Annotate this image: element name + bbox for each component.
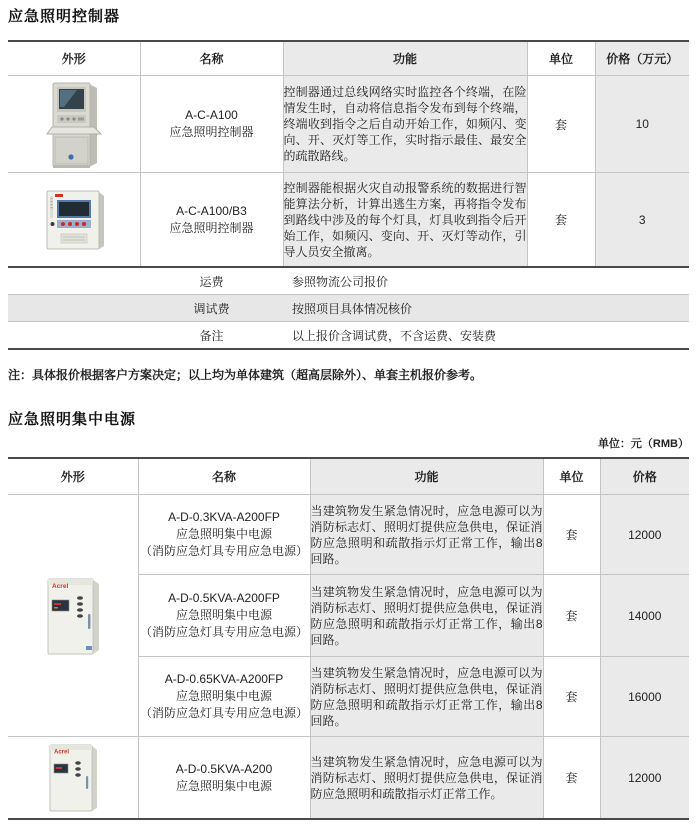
product-subname: （消防应急灯具专用应急电源）: [139, 544, 308, 558]
header-appearance: 外形: [8, 458, 138, 495]
brand-logo: Acrel: [53, 749, 69, 755]
model-number: A-D-0.5KVA-A200: [175, 761, 273, 776]
fee-value: 以上报价含调试费，不含运费、安装费: [292, 328, 497, 343]
header-appearance: 外形: [8, 41, 140, 76]
function-text: 当建筑物发生紧急情况时，应急电源可以为消防标志灯、照明灯提供应急供电，保证消防应急照明和疏散指示灯正常工作，输出8回路。: [310, 584, 543, 647]
header-price: 价格: [600, 458, 689, 495]
product-subname: （消防应急灯具专用应急电源）: [139, 625, 308, 639]
section2-title: 应急照明集中电源: [8, 411, 137, 428]
fee-value: 按照项目具体情况核价: [283, 295, 689, 322]
currency-unit-label: 单位：元（RMB）: [597, 438, 689, 450]
product-name: 应急照明集中电源: [175, 608, 272, 622]
brand-logo: Acrel: [51, 582, 69, 590]
name-cell: [138, 495, 310, 575]
product-name: 应急照明控制器: [169, 220, 254, 235]
product-name: 应急照明集中电源: [175, 689, 272, 703]
name-cell: [140, 173, 283, 268]
fee-label: 调试费: [8, 295, 283, 322]
price-cell: 16000: [600, 657, 689, 737]
price-cell: 14000: [600, 575, 689, 657]
function-cell: [310, 575, 543, 657]
header-name: 名称: [140, 41, 283, 76]
controller-kiosk-image: [39, 79, 109, 169]
function-text: 当建筑物发生紧急情况时，应急电源可以为消防标志灯、照明灯提供应急供电，保证消防应急照明和疏散指示灯正常工作。: [310, 754, 543, 801]
footnote: 注：具体报价根据客户方案决定；以上均为单体建筑（超高层除外）、单套主机报价参考。: [8, 368, 483, 382]
function-cell: [283, 76, 527, 173]
appearance-cell: [8, 76, 140, 173]
function-cell: [283, 173, 527, 268]
function-text: 控制器通过总线网络实时监控各个终端，在险情发生时，自动将信息指令发布到每个终端，终端收到指令之后自动开始工作，如频闪、变向、开、灭灯等工作，实时指示最佳、最安全的疏散路线。: [283, 85, 527, 163]
controller-price-table: [8, 40, 689, 350]
model-number: A-C-A100: [185, 108, 238, 122]
price-cell: 10: [595, 76, 689, 173]
product-name: 应急照明控制器: [169, 125, 254, 139]
section1-title: 应急照明控制器: [8, 8, 121, 25]
controller-wallbox-image: [38, 186, 110, 254]
fee-row-shipping: [8, 267, 689, 295]
power-supply-cabinet-image: [40, 574, 106, 658]
name-cell: [140, 76, 283, 173]
unit-cell: 套: [543, 495, 600, 575]
function-cell: [310, 657, 543, 737]
name-cell: [138, 575, 310, 657]
appearance-cell: [8, 737, 138, 820]
header-unit: 单位: [543, 458, 600, 495]
header-price: 价格（万元）: [595, 41, 689, 76]
table-row: [8, 173, 689, 268]
price-cell: 12000: [600, 495, 689, 575]
fee-row-debugging: [8, 295, 689, 322]
header-function: 功能: [283, 41, 527, 76]
product-subname: （消防应急灯具专用应急电源）: [139, 706, 308, 720]
product-name: 应急照明集中电源: [175, 527, 272, 541]
name-cell: [138, 737, 310, 820]
unit-cell: 套: [527, 76, 595, 173]
fee-label: 备注: [199, 328, 224, 343]
fee-value: 参照物流公司报价: [283, 267, 689, 295]
power-supply-price-table: [8, 457, 689, 820]
function-cell: [310, 495, 543, 575]
table-row: [8, 737, 689, 820]
model-number: A-D-0.5KVA-A200FP: [168, 591, 280, 605]
function-text: 控制器能根据火灾自动报警系统的数据进行智能算法分析，计算出逃生方案，再将指令发布到路线中涉及的每个灯具，灯具收到指令后开始工作，如频闪、变向、开、灭灯等动作，引导人员安全撤离。: [283, 180, 527, 259]
table-row: [8, 495, 689, 575]
fee-label: 运费: [8, 267, 283, 295]
name-cell: [138, 657, 310, 737]
power-supply-cabinet-image: [42, 741, 104, 815]
fee-row-remark: [8, 322, 689, 350]
function-text: 当建筑物发生紧急情况时，应急电源可以为消防标志灯、照明灯提供应急供电，保证消防应急照明和疏散指示灯正常工作，输出8回路。: [310, 503, 543, 566]
unit-cell: 套: [543, 657, 600, 737]
table-header-row: [8, 41, 689, 76]
model-number: A-D-0.3KVA-A200FP: [168, 510, 280, 524]
appearance-cell: [8, 495, 138, 737]
table-row: [8, 76, 689, 173]
header-unit: 单位: [527, 41, 595, 76]
function-text: 当建筑物发生紧急情况时，应急电源可以为消防标志灯、照明灯提供应急供电，保证消防应急照明和疏散指示灯正常工作，输出8回路。: [310, 665, 543, 728]
appearance-cell: [8, 173, 140, 268]
product-name: 应急照明集中电源: [175, 778, 272, 793]
model-number: A-C-A100/B3: [176, 203, 247, 218]
unit-cell: 套: [527, 173, 595, 268]
function-cell: [310, 737, 543, 820]
price-cell: 12000: [600, 737, 689, 820]
unit-cell: 套: [543, 737, 600, 820]
table-header-row: [8, 458, 689, 495]
header-name: 名称: [138, 458, 310, 495]
price-cell: 3: [595, 173, 689, 268]
header-function: 功能: [310, 458, 543, 495]
model-number: A-D-0.65KVA-A200FP: [164, 672, 284, 686]
unit-cell: 套: [543, 575, 600, 657]
